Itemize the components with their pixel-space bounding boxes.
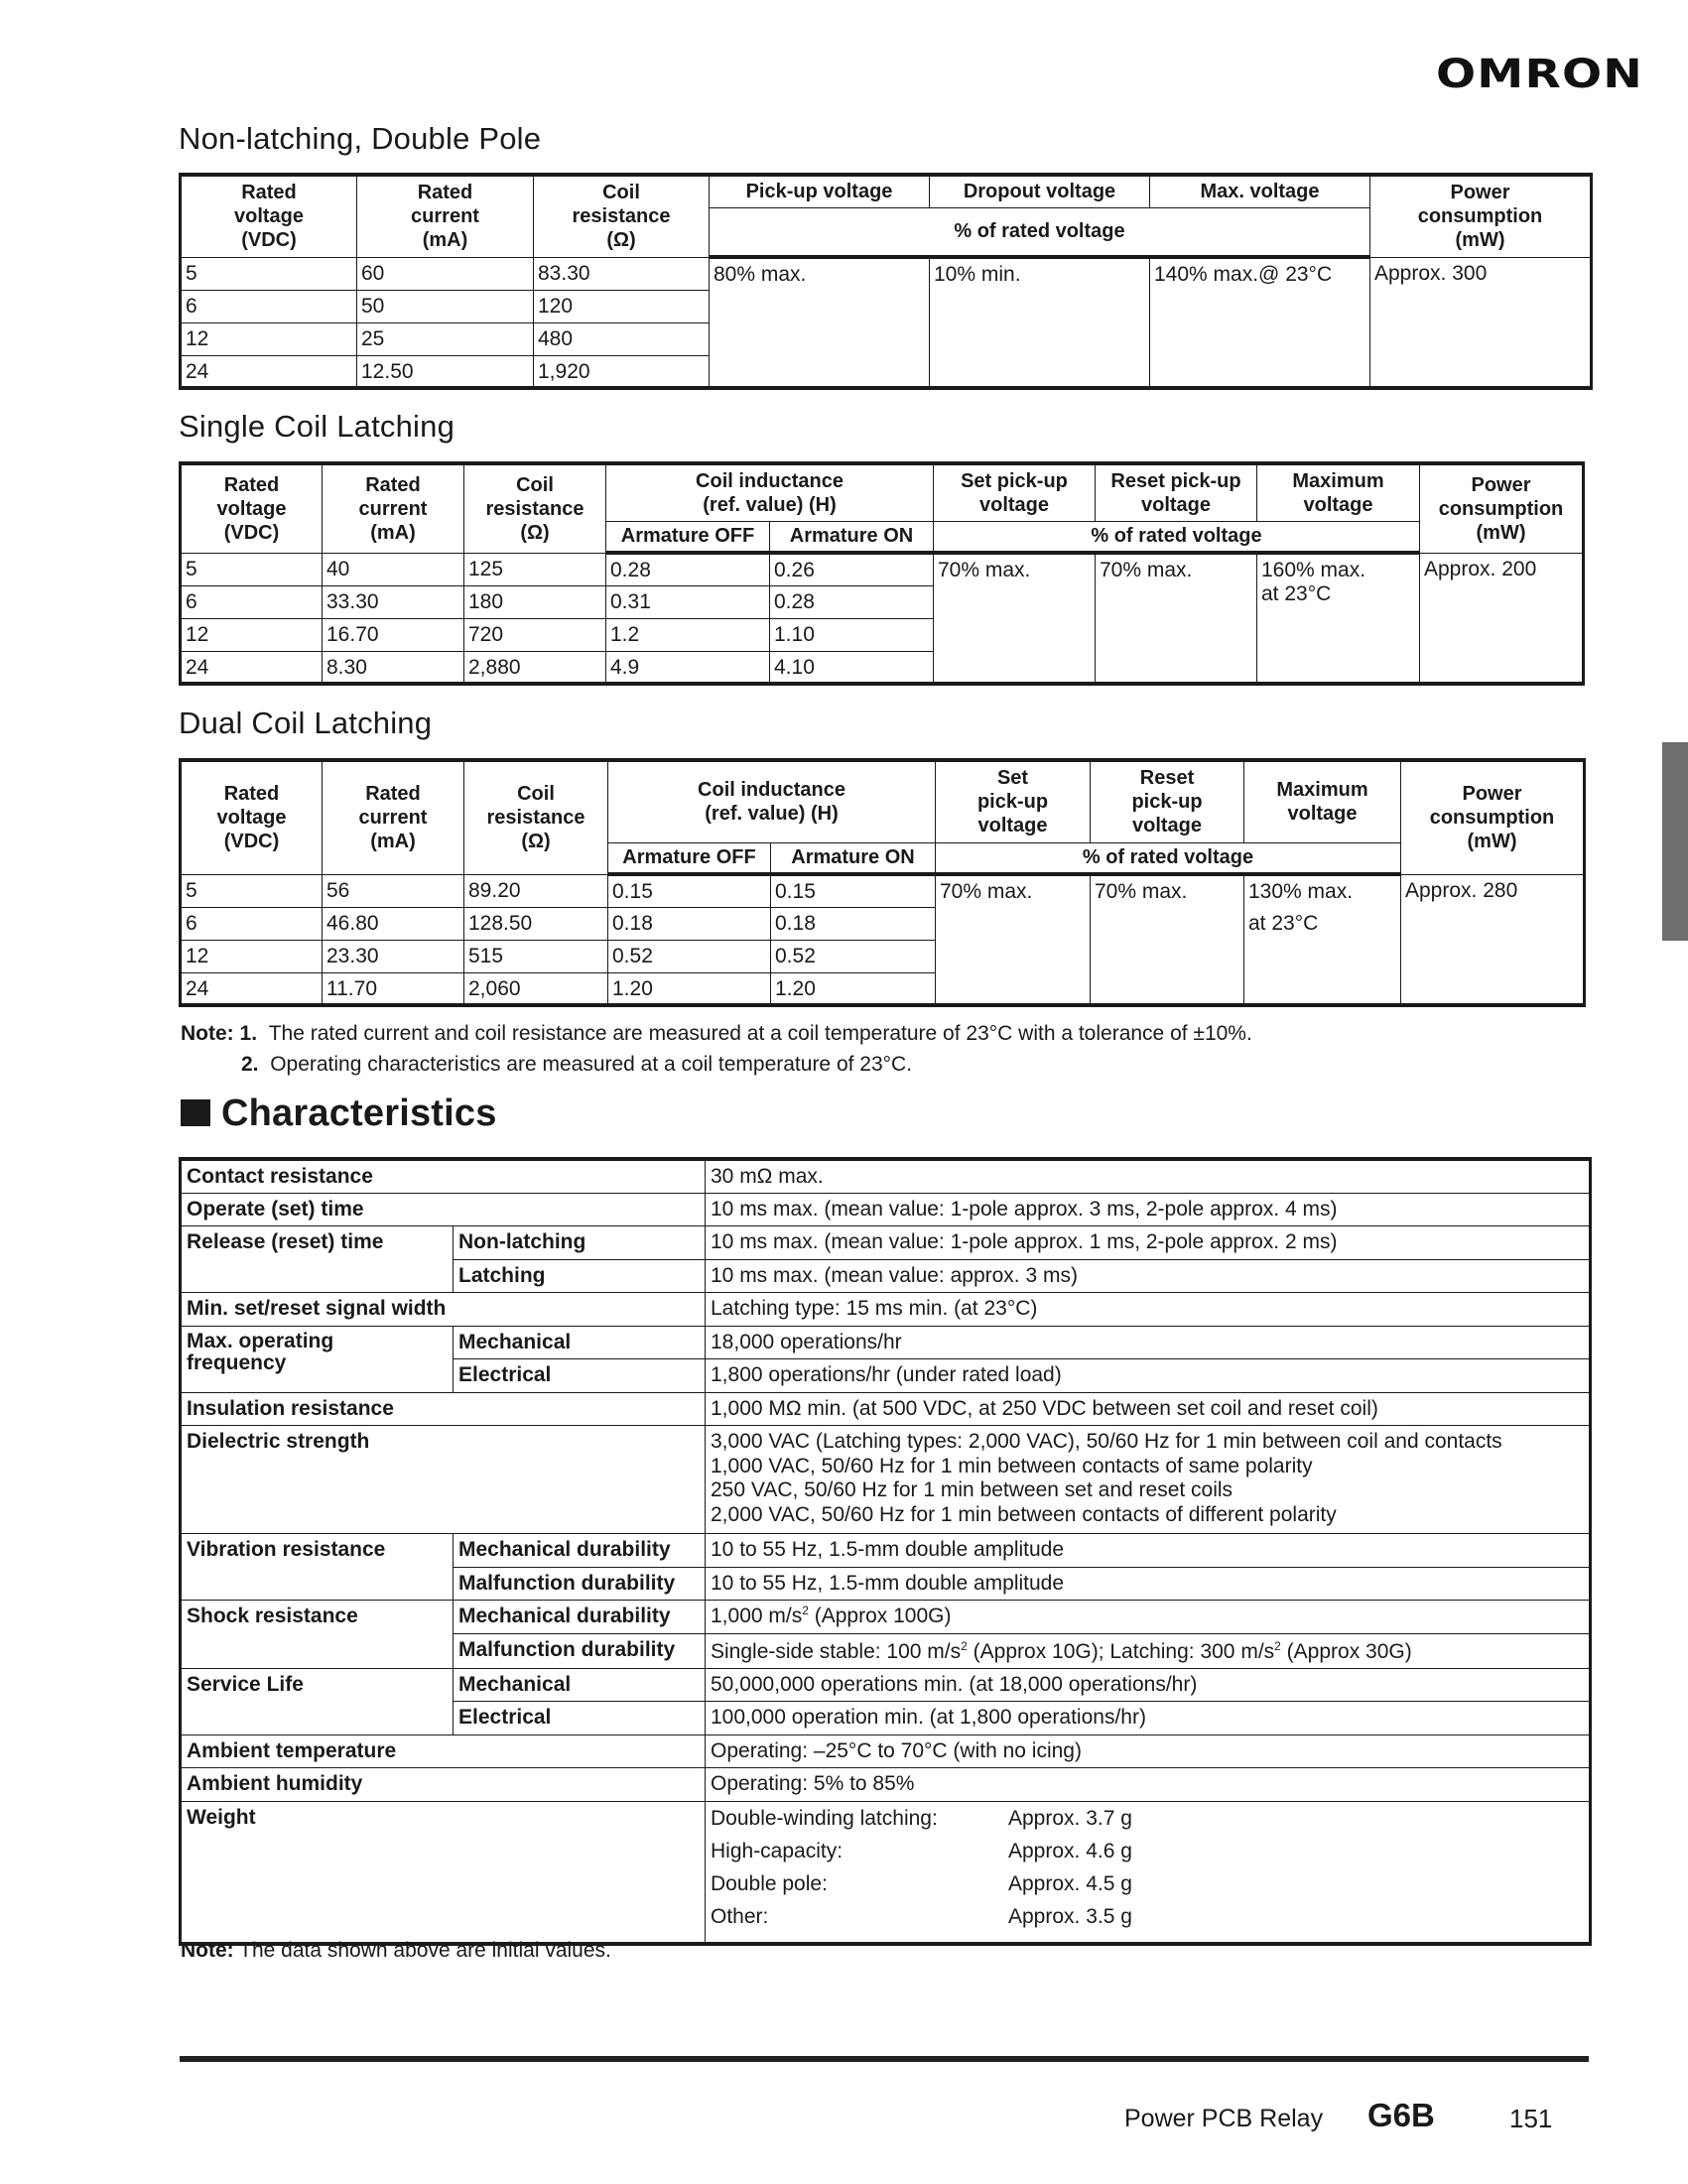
section-index-tab bbox=[1662, 742, 1688, 941]
dropout-value: 10% min. bbox=[930, 257, 1150, 388]
table-row: Malfunction durability Single-side stable: 100 $m/s^2$ (Approx 10G); Latching: 300 $m/s^2$ (Approx 30G) bbox=[181, 1633, 1591, 1668]
header-dropout-voltage: Dropout voltage bbox=[930, 175, 1150, 207]
table-row: 12 16.70 720 1.2 1.10 bbox=[181, 618, 1584, 651]
table-row: Vibration resistance Mechanical durability 10 to 55 Hz, 1.5-mm double amplitude bbox=[181, 1534, 1591, 1568]
section-title-single-coil: Single Coil Latching bbox=[179, 409, 455, 444]
characteristics-table bbox=[179, 1157, 1592, 1946]
table-row: 6 46.80 128.50 0.18 0.18 bbox=[181, 907, 1585, 940]
footer-model: G6B bbox=[1367, 2097, 1435, 2133]
header-pickup-voltage: Pick-up voltage bbox=[710, 175, 930, 207]
reset-pickup-value: 70% max. bbox=[1091, 874, 1244, 1005]
table-row: Electrical 1,800 operations/hr (under rated load) bbox=[181, 1359, 1591, 1393]
table-row: Ambient temperature Operating: –25°C to 70°C (with no icing) bbox=[181, 1734, 1591, 1768]
header-rated-voltage: Rated voltage (VDC) bbox=[181, 760, 323, 874]
table-row: Malfunction durability 10 to 55 Hz, 1.5-mm double amplitude bbox=[181, 1567, 1591, 1601]
header-reset-pickup: Reset pick-up voltage bbox=[1096, 463, 1257, 521]
coil-notes bbox=[181, 1018, 1252, 1080]
header-coil-resistance: Coil resistance (Ω) bbox=[534, 175, 710, 257]
header-rated-voltage: Rated voltage (VDC) bbox=[181, 463, 323, 553]
max-voltage-value: 160% max. at 23°C bbox=[1257, 553, 1420, 684]
power-value: Approx. 200 bbox=[1420, 553, 1584, 684]
note-1: Note: 1. The rated current and coil resistance are measured at a coil temperature of 23°C with a tolerance of ±10%. bbox=[181, 1022, 1252, 1045]
header-armature-off: Armature OFF bbox=[608, 842, 771, 874]
table-row: 5 40 125 0.28 0.26 70% max. 70% max. 160% max. at 23°C Approx. 200 bbox=[181, 553, 1584, 585]
max-voltage-value: 130% max. at 23°C bbox=[1244, 874, 1401, 1005]
table-row: Shock resistance Mechanical durability 1,000 $m/s^2$ (Approx 100G) bbox=[181, 1601, 1591, 1634]
table-row: 12 25 480 bbox=[181, 322, 1592, 355]
footer-series: Power PCB Relay bbox=[1124, 2105, 1324, 2132]
table-row: Min. set/reset signal width Latching type: 15 ms min. (at 23°C) bbox=[181, 1293, 1591, 1327]
weight-item: Other: Approx. 3.5 g bbox=[711, 1905, 1132, 1929]
header-coil-inductance: Coil inductance (ref. value) (H) bbox=[608, 760, 936, 842]
square-bullet-icon bbox=[181, 1099, 210, 1126]
header-rated-current: Rated current (mA) bbox=[357, 175, 534, 257]
table-row: 24 11.70 2,060 1.20 1.20 bbox=[181, 972, 1585, 1005]
header-power-consumption: Power consumption (mW) bbox=[1401, 760, 1585, 874]
power-value: Approx. 280 bbox=[1401, 874, 1585, 1005]
header-power-consumption: Power consumption (mW) bbox=[1420, 463, 1584, 553]
dielectric-values: 3,000 VAC (Latching types: 2,000 VAC), 50/60 Hz for 1 min between coil and contacts 1,000 VAC, 50/60 Hz for 1 min between contacts of same polarity 250 VAC, 50/60 Hz for 1 min between set and reset coils 2,000 VAC, 50/60 Hz for 1 min between contacts of different polarity bbox=[706, 1426, 1591, 1534]
table-row: 6 50 120 bbox=[181, 290, 1592, 322]
table-row: Ambient humidity Operating: 5% to 85% bbox=[181, 1768, 1591, 1802]
header-max-voltage: Maximum voltage bbox=[1257, 463, 1420, 521]
table-row: Insulation resistance 1,000 MΩ min. (at 500 VDC, at 250 VDC between set coil and reset coil) bbox=[181, 1392, 1591, 1426]
table-row: 5 56 89.20 0.15 0.15 70% max. 70% max. 130% max. at 23°C Approx. 280 bbox=[181, 874, 1585, 907]
weight-item: Double pole: Approx. 4.5 g bbox=[711, 1872, 1132, 1896]
pickup-value: 80% max. bbox=[710, 257, 930, 388]
table-row: Electrical 100,000 operation min. (at 1,800 operations/hr) bbox=[181, 1702, 1591, 1735]
max-voltage-value: 140% max.@ 23°C bbox=[1150, 257, 1370, 388]
table-row: Release (reset) time Non-latching 10 ms max. (mean value: 1-pole approx. 1 ms, 2-pole approx. 2 ms) bbox=[181, 1226, 1591, 1260]
table-row: Service Life Mechanical 50,000,000 operations min. (at 18,000 operations/hr) bbox=[181, 1668, 1591, 1702]
weight-item: Double-winding latching: Approx. 3.7 g bbox=[711, 1806, 1132, 1830]
header-rated-current: Rated current (mA) bbox=[323, 463, 464, 553]
header-max-voltage: Max. voltage bbox=[1150, 175, 1370, 207]
weight-values bbox=[706, 1801, 1591, 1944]
table-row: 24 8.30 2,880 4.9 4.10 bbox=[181, 651, 1584, 684]
table-row: Latching 10 ms max. (mean value: approx. 3 ms) bbox=[181, 1259, 1591, 1293]
table-row: Contact resistance 30 mΩ max. bbox=[181, 1159, 1591, 1193]
single-coil-table bbox=[179, 461, 1585, 686]
weight-item: High-capacity: Approx. 4.6 g bbox=[711, 1839, 1132, 1863]
reset-pickup-value: 70% max. bbox=[1096, 553, 1257, 684]
table-row: Operate (set) time 10 ms max. (mean value: 1-pole approx. 3 ms, 2-pole approx. 4 ms) bbox=[181, 1193, 1591, 1226]
non-latching-table bbox=[179, 173, 1593, 390]
header-percent-rated: % of rated voltage bbox=[710, 207, 1370, 257]
section-title-dual-coil: Dual Coil Latching bbox=[179, 706, 433, 740]
header-armature-off: Armature OFF bbox=[606, 521, 770, 553]
table-row: Dielectric strength 3,000 VAC (Latching types: 2,000 VAC), 50/60 Hz for 1 min between coil and contacts 1,000 VAC, 50/60 Hz for 1 min between contacts of same polarity 250 VAC, 50/60 Hz for 1 min between set and reset coils 2,000 VAC, 50/60 Hz for 1 min between contacts of different polarity bbox=[181, 1426, 1591, 1534]
set-pickup-value: 70% max. bbox=[934, 553, 1096, 684]
header-reset-pickup: Reset pick-up voltage bbox=[1091, 760, 1244, 842]
header-max-voltage: Maximum voltage bbox=[1244, 760, 1401, 842]
omron-logo: OMRON bbox=[1436, 52, 1643, 97]
header-coil-resistance: Coil resistance (Ω) bbox=[464, 463, 606, 553]
header-rated-voltage: Rated voltage (VDC) bbox=[181, 175, 357, 257]
header-power-consumption: Power consumption (mW) bbox=[1370, 175, 1592, 257]
footer-rule bbox=[180, 2056, 1589, 2062]
header-coil-inductance: Coil inductance (ref. value) (H) bbox=[606, 463, 934, 521]
table-row: 6 33.30 180 0.31 0.28 bbox=[181, 585, 1584, 618]
power-value: Approx. 300 bbox=[1370, 257, 1592, 388]
dual-coil-table bbox=[179, 758, 1586, 1007]
characteristics-heading: Characteristics bbox=[181, 1092, 497, 1135]
note-2: 2. Operating characteristics are measured at a coil temperature of 23°C. bbox=[241, 1053, 913, 1076]
header-percent-rated: % of rated voltage bbox=[936, 842, 1401, 874]
table-row: 24 12.50 1,920 bbox=[181, 355, 1592, 388]
header-armature-on: Armature ON bbox=[770, 521, 934, 553]
table-row: 5 60 83.30 80% max. 10% min. 140% max.@ 23°C Approx. 300 bbox=[181, 257, 1592, 290]
header-armature-on: Armature ON bbox=[771, 842, 936, 874]
header-set-pickup: Set pick-up voltage bbox=[936, 760, 1091, 842]
header-percent-rated: % of rated voltage bbox=[934, 521, 1420, 553]
table-row: Max. operating frequency Mechanical 18,000 operations/hr bbox=[181, 1326, 1591, 1359]
section-title-non-latching: Non-latching, Double Pole bbox=[179, 121, 542, 156]
header-coil-resistance: Coil resistance (Ω) bbox=[464, 760, 608, 874]
table-row: 12 23.30 515 0.52 0.52 bbox=[181, 940, 1585, 972]
page-number: 151 bbox=[1509, 2104, 1553, 2133]
header-rated-current: Rated current (mA) bbox=[323, 760, 464, 874]
characteristics-note: Note: The data shown above are initial values. bbox=[181, 1939, 611, 1962]
header-set-pickup: Set pick-up voltage bbox=[934, 463, 1096, 521]
set-pickup-value: 70% max. bbox=[936, 874, 1091, 1005]
table-row: Weight Double-winding latching: Approx. 3.7 g High-capacity: Approx. 4.6 g Double pole: Approx. 4.5 g Other: Approx. 3.5 g bbox=[181, 1801, 1591, 1944]
